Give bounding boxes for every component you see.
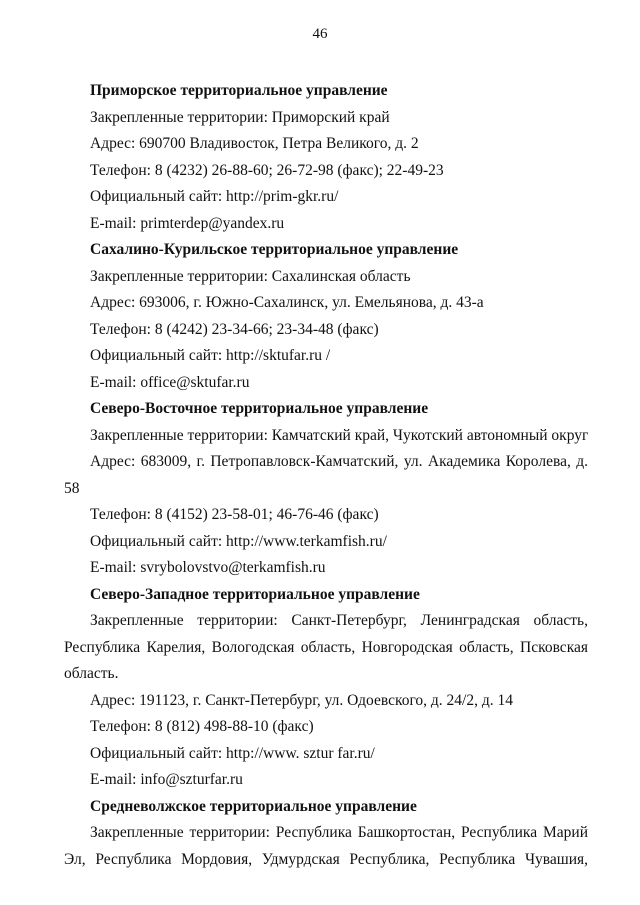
address-line-2: 58 (64, 479, 80, 497)
phone-text: Телефон: 8 (812) 498-88-10 (факс) (90, 718, 314, 735)
territories-text: Закрепленные территории: Камчатский край, Чукотский автономный округ (90, 426, 589, 444)
address-text: Адрес: 690700 Владивосток, Петра Великого, д. 2 (90, 135, 419, 152)
address-text: Адрес: 693006, г. Южно-Сахалинск, ул. Емельянова, д. 43-а (90, 294, 484, 311)
section-title: Приморское территориальное управление (90, 82, 388, 99)
phone-text: Телефон: 8 (4242) 23-34-66; 23-34-48 (факс) (90, 320, 379, 338)
phone-text: Телефон: 8 (4152) 23-58-01; 46-76-46 (факс) (90, 506, 379, 523)
email-text: E-mail: primterdep@yandex.ru (90, 214, 285, 232)
website-text: Официальный сайт: http://www. sztur far.ru/ (90, 744, 375, 762)
section-title: Сахалино-Курильское территориальное управление (90, 241, 459, 258)
territories-line-3: область. (64, 665, 119, 682)
email-text: E-mail: svrybolovstvo@terkamfish.ru (90, 559, 326, 576)
email-text: E-mail: office@sktufar.ru (90, 373, 250, 391)
website-text: Официальный сайт: http://prim-gkr.ru/ (90, 188, 339, 205)
phone-text: Телефон: 8 (4232) 26-88-60; 26-72-98 (факс); 22-49-23 (90, 161, 444, 179)
territories-line-1: Закрепленные территории: Республика Башкортостан, Республика Марий (90, 824, 588, 841)
section-srednevolzhskoe (64, 794, 588, 874)
territories-text (64, 820, 588, 873)
territories-line-1: Закрепленные территории: Санкт-Петербург, Ленинградская область, (90, 612, 588, 629)
address-line-1: Адрес: 683009, г. Петропавловск-Камчатский, ул. Академика Королева, д. (90, 453, 588, 470)
website-text: Официальный сайт: http://sktufar.ru / (90, 347, 331, 364)
territories-line-2: Республика Карелия, Вологодская область, Новгородская область, Псковская (64, 638, 588, 656)
section-title: Средневолжское территориальное управление (90, 797, 417, 815)
territories-text: Закрепленные территории: Сахалинская область (90, 267, 411, 285)
section-title: Северо-Западное территориальное управление (90, 585, 420, 603)
territories-text (64, 608, 588, 688)
address-text: Адрес: 191123, г. Санкт-Петербург, ул. Одоевского, д. 24/2, д. 14 (90, 691, 513, 709)
section-severo-zapadnoe (64, 582, 588, 794)
section-severo-vostochnoe (64, 396, 588, 582)
website-text: Официальный сайт: http://www.terkamfish.ru/ (90, 532, 387, 550)
section-primorskoe (64, 78, 588, 237)
address-text (64, 449, 588, 502)
section-sakhalin-kurile (64, 237, 588, 396)
page-number: 46 (312, 26, 328, 42)
section-title: Северо-Восточное территориальное управление (90, 400, 429, 417)
territories-line-2: Эл, Республика Мордовия, Удмурдская Республика, Республика Чувашия, (64, 850, 588, 868)
email-text: E-mail: info@szturfar.ru (90, 771, 243, 788)
page-content (64, 78, 588, 873)
territories-text: Закрепленные территории: Приморский край (90, 108, 390, 126)
